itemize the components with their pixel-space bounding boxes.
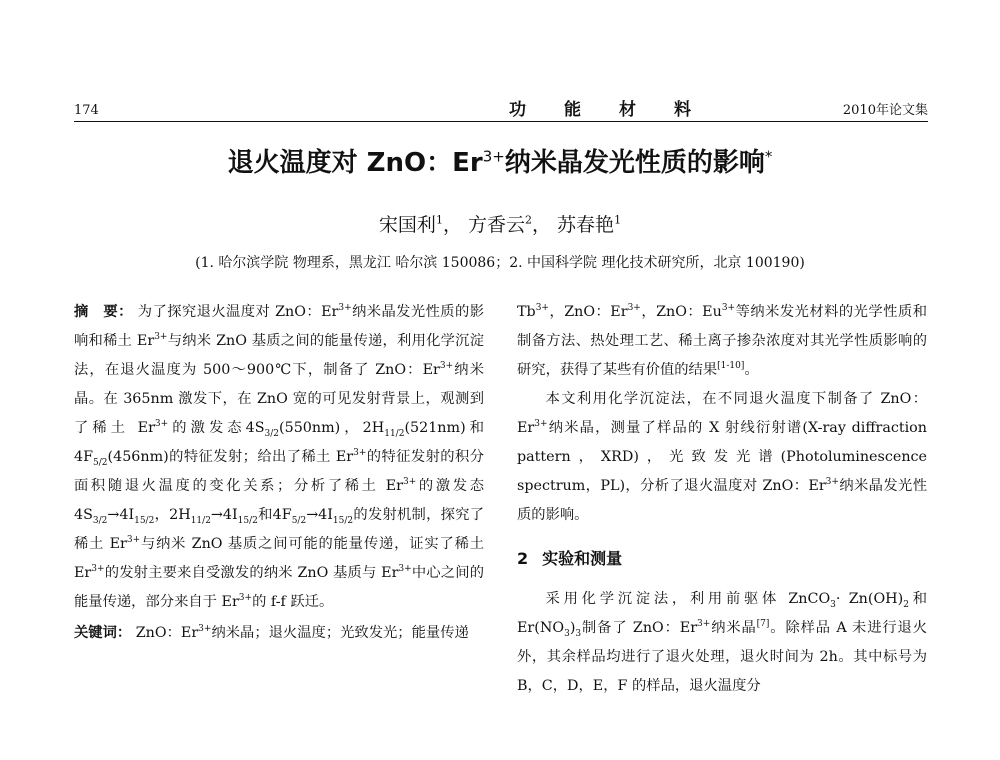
paper-title: 退火温度对 ZnO：$Er^{3+}$纳米晶发光性质的影响*	[227, 147, 773, 178]
author-list: 宋国利$^1$， 方香云$^2$， 苏春艳$^1$	[378, 213, 622, 236]
citation: [1-10]	[717, 361, 745, 372]
author-name: 方香云	[467, 214, 525, 236]
right-column	[517, 298, 927, 701]
affiliation: (1. 哈尔滨学院 物理系，黑龙江 哈尔滨 150086；2. 中国科学院 理化技术研究所，北京 100190)	[195, 255, 805, 271]
intro-paragraph-end: $Tb^{3+}$，ZnO：$Er^{3+}$，ZnO：$Eu^{3+}$等纳米发光材料的光学性质和制备方法、热处理工艺、稀土离子掺杂浓度对其光学性质影响的研究，获得了某些有价值的结果[1-10]。	[517, 303, 928, 378]
page-number: 174	[74, 103, 99, 118]
intro-paragraph: 本文利用化学沉淀法，在不同退火温度下制备了 ZnO：$Er^{3+}$纳米晶，测量了样品的 X 射线衍射谱(X-ray diffraction pattern，XRD)，光致发光谱(Photoluminescence spectrum，PL)，分析了退火温度对 ZnO：$Er^{3+}$纳米晶发光性质的影响。	[517, 391, 928, 523]
section-number: 2	[517, 549, 529, 568]
running-header	[74, 98, 928, 120]
keywords-label: 关键词：	[74, 625, 132, 641]
journal-name: 功能材料	[509, 100, 729, 120]
method-paragraph: 采用化学沉淀法，利用前驱体 ZnCO$_3$· $Zn(OH)_2$和 $Er(NO_3)_3$制备了 ZnO：$Er^{3+}$纳米晶[7]。除样品 A 未进行退火外，其余样品均进行了退火处理，退火时间为 2h。其中标号为 B，C，D，E，F 的样品，退火温度分	[517, 591, 928, 694]
citation: [7]	[756, 619, 770, 630]
year-label: 2010年论文集	[842, 103, 928, 118]
section-title: 实验和测量	[542, 549, 623, 568]
author-name: 宋国利	[378, 214, 436, 236]
left-column	[74, 298, 484, 648]
keywords: 关键词： ZnO：$Er^{3+}$纳米晶；退火温度；光致发光；能量传递	[74, 624, 469, 641]
abstract-label: 摘 要：	[74, 304, 133, 320]
abstract: 摘 要： 为了探究退火温度对 ZnO：$Er^{3+}$纳米晶发光性质的影响和稀土 $Er^{3+}$与纳米 ZnO 基质之间的能量传递，利用化学沉淀法，在退火温度为 500～900℃下，制备了 ZnO：$Er^{3+}$纳米晶。在 365nm 激发下，在 ZnO 宽的可见发射背景上，观测到了稀土 $Er^{3+}$的激发态$4S_{3/2}(550nm)$，$2H_{11/2}(521nm)$和$4F_{5/2}(456nm)$的特征发射；给出了稀土 $Er^{3+}$的特征发射的积分面积随退火温度的变化关系；分析了稀土 $Er^{3+}$的激发态$4S_{3/2}\to 4I_{15/2}$，$2H_{11/2}\to 4I_{15/2}$和$4F_{5/2}\to 4I_{15/2}$的发射机制，探究了稀土 $Er^{3+}$与纳米 ZnO 基质之间可能的能量传递，证实了稀土 $Er^{3+}$的发射主要来自受激发的纳米 ZnO 基质与 $Er^{3+}$中心之间的能量传递，部分来自于 $Er^{3+}$的 f-f 跃迁。	[74, 303, 485, 610]
section-heading	[517, 544, 927, 573]
header-rule	[74, 121, 928, 122]
author-name: 苏春艳	[557, 214, 615, 236]
